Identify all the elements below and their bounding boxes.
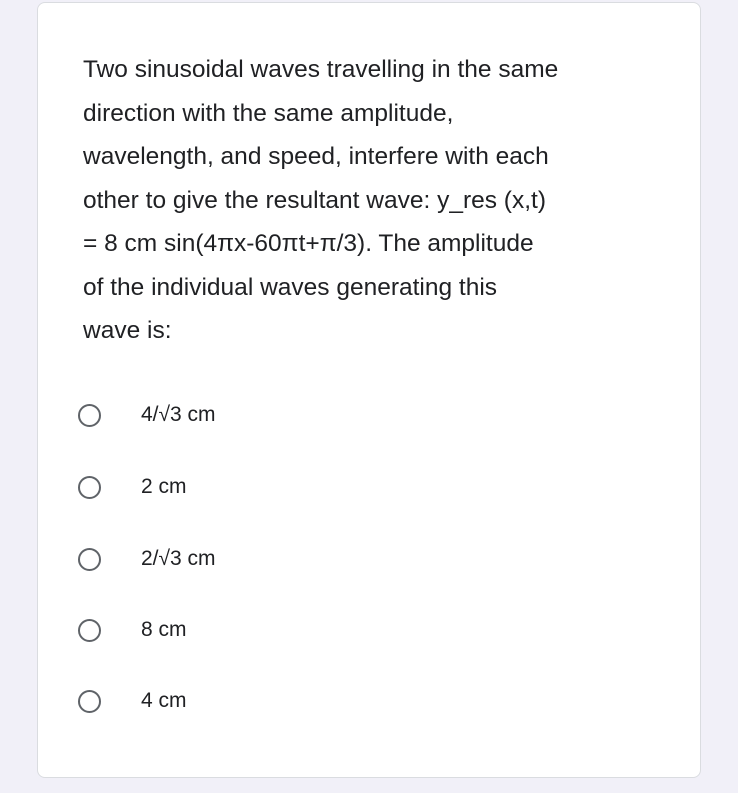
option-label: 4/√3 cm — [141, 403, 216, 426]
question-text: Two sinusoidal waves travelling in the same direction with the same amplitude, wavelength, and speed, interfere with each other to give the resultant wave: y_res (x,t) = 8 cm sin(4πx-60πt+π/3). The amplitude of the individual waves generating this wave is: — [83, 56, 559, 344]
option-2-over-sqrt3-cm[interactable] — [78, 539, 216, 579]
question-card — [37, 2, 701, 778]
option-2-cm[interactable] — [78, 467, 187, 507]
option-label: 2 cm — [141, 475, 187, 498]
option-4-over-sqrt3-cm[interactable] — [78, 395, 216, 435]
option-label: 8 cm — [141, 618, 187, 641]
option-label: 2/√3 cm — [141, 547, 216, 570]
option-4-cm[interactable] — [78, 681, 187, 721]
radio-button-icon[interactable] — [78, 619, 101, 642]
radio-button-icon[interactable] — [78, 404, 101, 427]
radio-button-icon[interactable] — [78, 690, 101, 713]
option-8-cm[interactable] — [78, 610, 187, 650]
radio-button-icon[interactable] — [78, 548, 101, 571]
option-label: 4 cm — [141, 689, 187, 712]
answer-options — [78, 3, 638, 777]
radio-button-icon[interactable] — [78, 476, 101, 499]
